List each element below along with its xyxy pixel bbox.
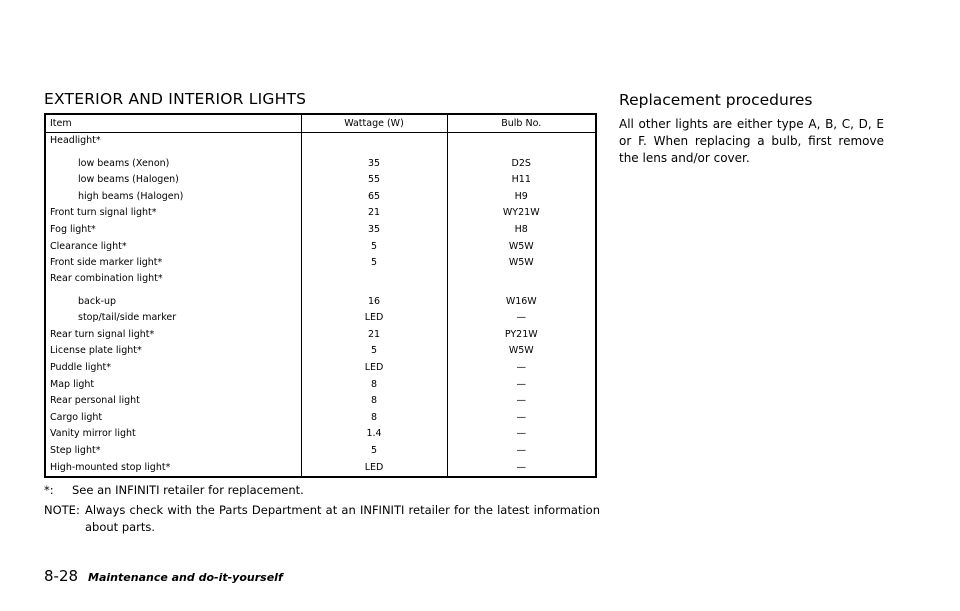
row-wattage-cell (301, 271, 447, 293)
table-row (45, 393, 596, 410)
table-row (45, 172, 596, 189)
row-item-cell: Puddle light* (50, 362, 111, 374)
chapter-title: Maintenance and do-it-yourself (88, 571, 283, 584)
table-row (45, 459, 596, 477)
row-wattage-cell: 5 (301, 238, 447, 255)
page-number: 8-28 (44, 567, 79, 585)
footnote-asterisk-mark: *: (44, 483, 54, 497)
table-row (45, 133, 596, 156)
row-item-cell: Clearance light* (50, 240, 127, 252)
row-wattage-cell: LED (301, 459, 447, 477)
row-bulb-cell: — (447, 409, 596, 426)
row-wattage-cell: 5 (301, 343, 447, 360)
row-item-cell: Front turn signal light* (50, 207, 157, 219)
row-item-cell: stop/tail/side marker (78, 312, 177, 324)
note-text: Always check with the Parts Department at an INFINITI retailer for the latest information about parts. (85, 503, 600, 534)
table-row (45, 360, 596, 377)
row-item-cell: high beams (Halogen) (78, 190, 184, 202)
table-row (45, 188, 596, 205)
row-bulb-cell: — (447, 459, 596, 477)
row-wattage-cell: 8 (301, 393, 447, 410)
note-label: NOTE: (44, 503, 80, 517)
table-row (45, 221, 596, 238)
row-bulb-cell: — (447, 393, 596, 410)
row-item-cell: Headlight* (50, 135, 101, 146)
row-wattage-cell: 21 (301, 326, 447, 343)
row-wattage-cell: LED (301, 360, 447, 377)
row-wattage-cell: 55 (301, 172, 447, 189)
table-row (45, 155, 596, 172)
row-item-cell: Rear personal light (50, 395, 140, 407)
row-bulb-cell: D2S (447, 155, 596, 172)
row-bulb-cell: — (447, 376, 596, 393)
row-item-cell: Front side marker light* (50, 257, 163, 269)
row-wattage-cell: 8 (301, 376, 447, 393)
row-bulb-cell (447, 271, 596, 293)
table-row (45, 326, 596, 343)
row-wattage-cell: 5 (301, 255, 447, 272)
row-bulb-cell: — (447, 426, 596, 443)
row-bulb-cell: — (447, 443, 596, 460)
replacement-procedures-title: Replacement procedures (619, 91, 813, 109)
table-row (45, 376, 596, 393)
lights-table-body (45, 133, 596, 477)
table-row (45, 443, 596, 460)
header-item: Item (45, 114, 301, 133)
table-row (45, 205, 596, 222)
row-wattage-cell: 35 (301, 155, 447, 172)
row-item-cell: Rear combination light* (50, 273, 163, 285)
row-item-cell: High-mounted stop light* (50, 461, 171, 473)
row-bulb-cell: W16W (447, 293, 596, 310)
row-wattage-cell: 1.4 (301, 426, 447, 443)
row-wattage-cell: 21 (301, 205, 447, 222)
table-row (45, 238, 596, 255)
row-wattage-cell (301, 133, 447, 156)
table-row (45, 409, 596, 426)
row-bulb-cell: — (447, 360, 596, 377)
row-item-cell: Step light* (50, 445, 101, 457)
row-item-cell: low beams (Xenon) (78, 157, 170, 169)
table-header-row (45, 114, 596, 133)
row-wattage-cell: LED (301, 310, 447, 327)
row-wattage-cell: 8 (301, 409, 447, 426)
footnotes (44, 482, 600, 536)
row-item-cell: Map light (50, 378, 95, 390)
row-bulb-cell: H8 (447, 221, 596, 238)
row-bulb-cell: H11 (447, 172, 596, 189)
row-item-cell: back-up (78, 295, 117, 307)
row-wattage-cell: 35 (301, 221, 447, 238)
row-bulb-cell: — (447, 310, 596, 327)
header-wattage: Wattage (W) (301, 114, 447, 133)
lights-table (44, 113, 597, 478)
table-row (45, 426, 596, 443)
row-item-cell: Cargo light (50, 411, 103, 423)
table-row (45, 255, 596, 272)
row-item-cell: Fog light* (50, 223, 96, 235)
row-item-cell: Vanity mirror light (50, 428, 136, 440)
footnote-note (44, 502, 600, 536)
page-footer (44, 567, 283, 585)
table-row (45, 343, 596, 360)
row-item-cell: low beams (Halogen) (78, 174, 179, 186)
table-row (45, 293, 596, 310)
table-row (45, 310, 596, 327)
row-wattage-cell: 5 (301, 443, 447, 460)
row-wattage-cell: 65 (301, 188, 447, 205)
footnote-asterisk (44, 482, 600, 499)
row-bulb-cell (447, 133, 596, 156)
row-bulb-cell: H9 (447, 188, 596, 205)
row-bulb-cell: W5W (447, 343, 596, 360)
footnote-asterisk-text: See an INFINITI retailer for replacement. (72, 483, 304, 497)
row-bulb-cell: PY21W (447, 326, 596, 343)
table-row (45, 271, 596, 293)
replacement-procedures-body: All other lights are either type A, B, C, D, E or F. When replacing a bulb, first remove the lens and/or cover. (619, 117, 884, 165)
row-wattage-cell: 16 (301, 293, 447, 310)
section-title: EXTERIOR AND INTERIOR LIGHTS (44, 90, 307, 108)
row-bulb-cell: WY21W (447, 205, 596, 222)
row-item-cell: License plate light* (50, 345, 142, 357)
row-item-cell: Rear turn signal light* (50, 328, 155, 340)
header-bulb-number: Bulb No. (447, 114, 596, 133)
row-bulb-cell: W5W (447, 255, 596, 272)
row-bulb-cell: W5W (447, 238, 596, 255)
